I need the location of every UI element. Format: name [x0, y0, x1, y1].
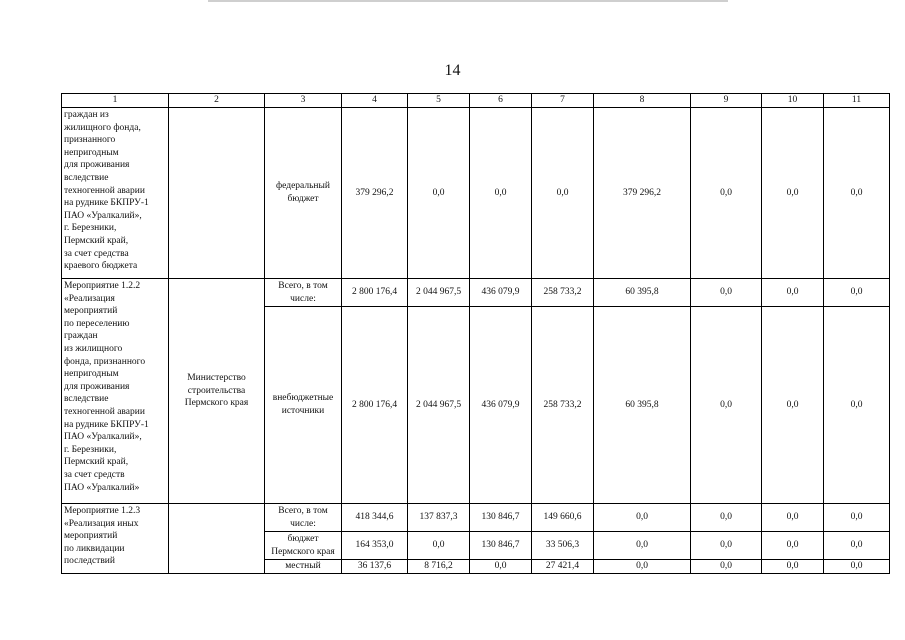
col-header-6: 6: [470, 94, 532, 108]
value-cell: 436 079,9: [470, 279, 532, 307]
value-cell: 0,0: [691, 307, 762, 504]
value-cell: 0,0: [762, 560, 824, 574]
value-cell: 0,0: [762, 504, 824, 532]
value-cell: 149 660,6: [532, 504, 594, 532]
value-cell: 0,0: [824, 108, 890, 279]
budget-table: [61, 93, 890, 574]
value-cell: 8 716,2: [408, 560, 470, 574]
value-cell: 0,0: [824, 279, 890, 307]
funding-source: Всего, в том числе:: [265, 504, 342, 532]
table-row: [62, 279, 890, 307]
value-cell: 0,0: [691, 504, 762, 532]
value-cell: 130 846,7: [470, 532, 532, 560]
measure-description: Мероприятие 1.2.2 «Реализация мероприятий по переселению граждан из жилищного фонда, признанного непригодным для проживания вследствие техногенной аварии на руднике БКПРУ-1 ПАО «Уралкалий», г. Березники, Пермский край, за счет средств ПАО «Уралкалий»: [62, 279, 169, 504]
col-header-11: 11: [824, 94, 890, 108]
value-cell: 0,0: [824, 504, 890, 532]
col-header-2: 2: [169, 94, 265, 108]
value-cell: 379 296,2: [342, 108, 408, 279]
value-cell: 27 421,4: [532, 560, 594, 574]
value-cell: 2 044 967,5: [408, 307, 470, 504]
value-cell: 164 353,0: [342, 532, 408, 560]
executor-cell: [169, 108, 265, 279]
measure-description: Мероприятие 1.2.3 «Реализация иных мероприятий по ликвидации последствий: [62, 504, 169, 574]
col-header-10: 10: [762, 94, 824, 108]
executor-cell: [169, 504, 265, 574]
value-cell: 0,0: [532, 108, 594, 279]
value-cell: 0,0: [824, 307, 890, 504]
value-cell: 379 296,2: [594, 108, 691, 279]
value-cell: 0,0: [470, 108, 532, 279]
value-cell: 2 800 176,4: [342, 279, 408, 307]
col-header-9: 9: [691, 94, 762, 108]
value-cell: 60 395,8: [594, 279, 691, 307]
value-cell: 0,0: [762, 532, 824, 560]
value-cell: 0,0: [594, 504, 691, 532]
value-cell: 0,0: [824, 560, 890, 574]
value-cell: 2 044 967,5: [408, 279, 470, 307]
table-row: [62, 504, 890, 532]
value-cell: 0,0: [762, 279, 824, 307]
value-cell: 33 506,3: [532, 532, 594, 560]
funding-source: местный: [265, 560, 342, 574]
value-cell: 418 344,6: [342, 504, 408, 532]
col-header-4: 4: [342, 94, 408, 108]
measure-description: граждан из жилищного фонда, признанного непригодным для проживания вследствие техногенной аварии на руднике БКПРУ-1 ПАО «Уралкалий», г. Березники, Пермский край, за счет средства краевого бюджета: [62, 108, 169, 279]
col-header-1: 1: [62, 94, 169, 108]
value-cell: 0,0: [762, 307, 824, 504]
value-cell: 60 395,8: [594, 307, 691, 504]
value-cell: 0,0: [470, 560, 532, 574]
value-cell: 36 137,6: [342, 560, 408, 574]
funding-source: Всего, в том числе:: [265, 279, 342, 307]
column-number-row: [62, 94, 890, 108]
col-header-8: 8: [594, 94, 691, 108]
col-header-3: 3: [265, 94, 342, 108]
value-cell: 137 837,3: [408, 504, 470, 532]
value-cell: 2 800 176,4: [342, 307, 408, 504]
value-cell: 0,0: [594, 560, 691, 574]
value-cell: 0,0: [762, 108, 824, 279]
value-cell: 0,0: [594, 532, 691, 560]
value-cell: 258 733,2: [532, 307, 594, 504]
value-cell: 0,0: [824, 532, 890, 560]
table-row: [62, 108, 890, 279]
value-cell: 0,0: [691, 108, 762, 279]
value-cell: 0,0: [691, 560, 762, 574]
value-cell: 0,0: [408, 532, 470, 560]
value-cell: 0,0: [691, 532, 762, 560]
value-cell: 0,0: [691, 279, 762, 307]
col-header-5: 5: [408, 94, 470, 108]
value-cell: 130 846,7: [470, 504, 532, 532]
executor-cell: Министерство строительства Пермского края: [169, 279, 265, 504]
col-header-7: 7: [532, 94, 594, 108]
page-number: 14: [444, 62, 461, 79]
funding-source: бюджет Пермского края: [265, 532, 342, 560]
value-cell: 436 079,9: [470, 307, 532, 504]
value-cell: 0,0: [408, 108, 470, 279]
top-scan-line: [208, 0, 728, 2]
funding-source: внебюджетные источники: [265, 307, 342, 504]
funding-source: федеральный бюджет: [265, 108, 342, 279]
value-cell: 258 733,2: [532, 279, 594, 307]
